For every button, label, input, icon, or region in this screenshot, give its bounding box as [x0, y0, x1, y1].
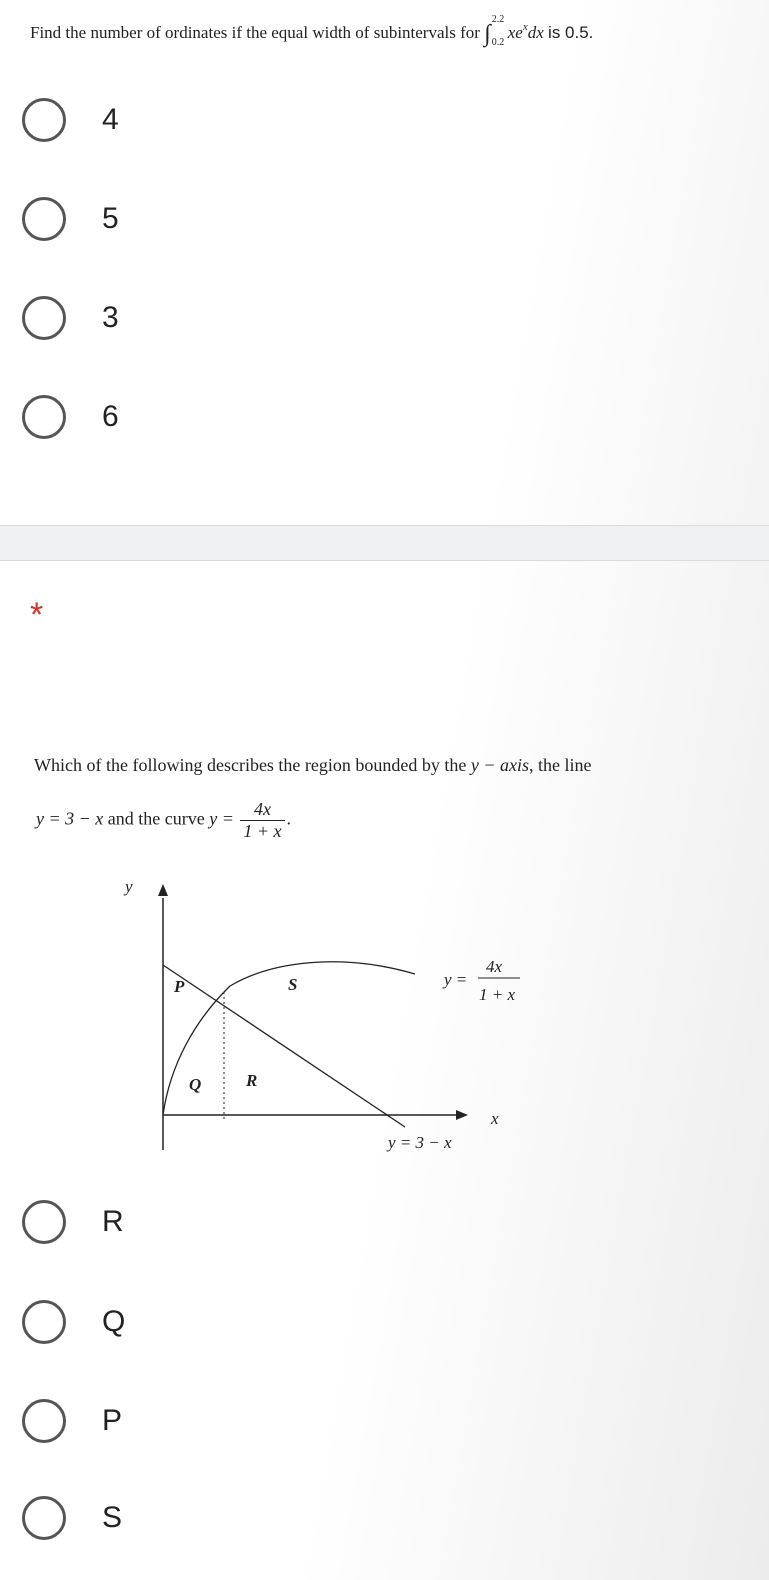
option-label: S	[102, 1501, 123, 1534]
region-label-s: S	[288, 975, 298, 994]
option-label: R	[102, 1205, 124, 1238]
graph-svg	[0, 860, 769, 1160]
q1-option-3[interactable]	[22, 296, 722, 346]
radio-button[interactable]	[22, 98, 66, 142]
lower-limit: 0.2	[491, 37, 505, 48]
q2-option-p[interactable]	[22, 1399, 722, 1449]
y-axis-arrow	[158, 884, 168, 896]
region-label-r: R	[246, 1071, 258, 1090]
line-y-equals-3-minus-x	[163, 965, 405, 1127]
question-1-tail: is 0.5.	[548, 23, 594, 42]
curve-equation-lhs: y =	[209, 808, 234, 829]
integrand: xe	[507, 23, 523, 42]
differential: dx	[527, 23, 544, 42]
upper-limit: 2.2	[491, 14, 505, 25]
radio-button[interactable]	[22, 197, 66, 241]
curve-equation-fraction: $\frac{4x}{1 + x}$	[240, 799, 284, 842]
question-1-text: Find the number of ordinates if the equal width of subintervals for ∫ 2.2 0.2 $xe^xdx$ is 0.5.	[30, 14, 594, 48]
region-label-q: Q	[189, 1075, 202, 1094]
radio-button[interactable]	[22, 1300, 66, 1344]
option-label: Q	[102, 1305, 126, 1338]
curve-label-denominator: 1 + x	[479, 985, 516, 1004]
q2-option-s[interactable]	[22, 1496, 722, 1546]
q2-option-r[interactable]	[22, 1200, 722, 1250]
integral-expression	[484, 14, 548, 48]
region-label-p: P	[174, 977, 185, 996]
y-axis-label: y	[125, 877, 133, 896]
q1-option-4[interactable]	[22, 98, 722, 148]
integrand-exponent: x	[522, 21, 528, 33]
integral-sign: ∫	[484, 21, 491, 47]
line-equation: y = 3 − x	[36, 808, 104, 829]
option-label: 6	[102, 400, 119, 433]
option-label: 3	[102, 301, 119, 334]
q1-option-5[interactable]	[22, 197, 722, 247]
required-marker: *	[30, 596, 44, 634]
question-2-text-line2: y = 3 − x and the curve y = $\frac{4x}{1 + x}$ .	[36, 799, 292, 841]
option-label: 4	[102, 103, 119, 136]
question-divider	[0, 525, 769, 561]
radio-button[interactable]	[22, 1399, 66, 1443]
question-2-text-line1: Which of the following describes the region bounded by the y − axis, the line	[34, 755, 592, 775]
radio-button[interactable]	[22, 1496, 66, 1540]
option-label: 5	[102, 202, 119, 235]
region-graph	[0, 860, 769, 1160]
curve-label-lhs: y =	[444, 970, 468, 989]
curve-label-numerator: 4x	[486, 957, 503, 976]
x-axis-arrow	[456, 1110, 468, 1120]
q1-option-6[interactable]	[22, 395, 722, 445]
x-axis-label: x	[491, 1109, 499, 1128]
line-label: y = 3 − x	[388, 1133, 452, 1152]
option-label: P	[102, 1404, 123, 1437]
radio-button[interactable]	[22, 1200, 66, 1244]
q2-option-q[interactable]	[22, 1300, 722, 1350]
radio-button[interactable]	[22, 296, 66, 340]
y-axis-term: y − axis	[470, 755, 530, 775]
radio-button[interactable]	[22, 395, 66, 439]
